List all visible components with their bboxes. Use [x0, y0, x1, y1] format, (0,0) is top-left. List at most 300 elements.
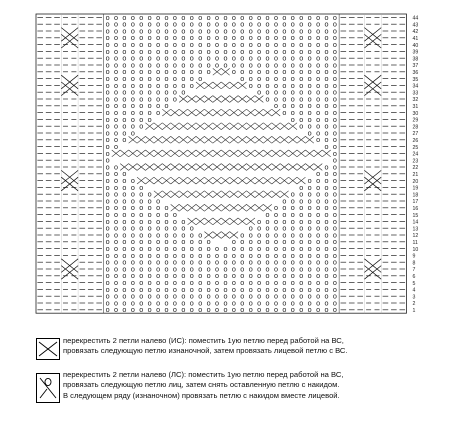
knit-stitch-o: o: [282, 60, 287, 70]
knit-stitch-o: o: [324, 80, 329, 90]
knit-stitch-o: o: [282, 80, 287, 90]
row-number-label: 40: [412, 42, 419, 49]
knit-stitch-o: o: [332, 230, 337, 240]
knit-stitch-o: o: [206, 12, 211, 22]
knit-stitch-o: o: [206, 60, 211, 70]
knit-stitch-o: o: [273, 87, 278, 97]
row-number-label: 31: [412, 104, 419, 110]
knit-stitch-o: o: [189, 46, 194, 56]
knit-stitch-o: o: [147, 189, 152, 199]
knit-stitch-o: o: [324, 12, 329, 22]
knit-stitch-o: o: [189, 80, 194, 90]
knit-stitch-o: o: [122, 196, 127, 206]
knit-stitch-o: o: [316, 271, 321, 281]
knit-stitch-o: o: [332, 135, 337, 145]
knit-stitch-o: o: [147, 203, 152, 213]
knit-stitch-o: o: [172, 33, 177, 43]
knit-stitch-o: o: [215, 33, 220, 43]
knit-stitch-o: o: [113, 12, 118, 22]
knit-stitch-o: o: [172, 210, 177, 219]
knit-stitch-o: o: [215, 291, 220, 301]
knit-stitch-o: o: [324, 46, 329, 56]
knit-stitch-o: o: [290, 230, 295, 240]
knit-stitch-o: o: [332, 169, 337, 179]
knit-stitch-o: o: [164, 244, 169, 253]
knit-stitch-o: o: [257, 19, 262, 29]
knit-stitch-o: o: [164, 250, 169, 260]
knit-stitch-o: o: [290, 67, 295, 77]
knit-stitch-o: o: [139, 189, 144, 199]
knit-stitch-o: o: [206, 40, 211, 49]
knit-stitch-o: o: [147, 278, 152, 287]
legend-item-1-line-1: перекрестить 2 петли налево (ИС): поместить 1ую петлю перед работой на ВС,: [63, 336, 344, 345]
knit-stitch-o: o: [324, 121, 329, 131]
knit-stitch-o: o: [332, 176, 337, 185]
knit-stitch-o: o: [105, 250, 110, 260]
knit-stitch-o: o: [130, 53, 135, 63]
knit-stitch-o: o: [324, 94, 329, 104]
knit-stitch-o: o: [290, 196, 295, 206]
row-number-label: 24: [412, 151, 419, 158]
knit-stitch-o: o: [156, 284, 161, 294]
knit-stitch-o: o: [257, 244, 262, 253]
knit-stitch-o: o: [105, 223, 110, 233]
knit-stitch-o: o: [181, 237, 186, 247]
knit-stitch-o: o: [172, 264, 177, 274]
knit-stitch-o: o: [147, 80, 152, 90]
knit-stitch-o: o: [223, 250, 228, 260]
knit-stitch-o: o: [307, 203, 312, 213]
knit-stitch-o: o: [156, 223, 161, 233]
knit-stitch-o: o: [282, 108, 287, 117]
knit-stitch-o: o: [223, 60, 228, 70]
knit-stitch-o: o: [122, 87, 127, 97]
cross-left-yarnover-icon: [36, 373, 60, 403]
knit-stitch-o: o: [307, 284, 312, 294]
knit-stitch-o: o: [172, 87, 177, 97]
knit-stitch-o: o: [273, 230, 278, 240]
knit-stitch-o: o: [324, 237, 329, 247]
knit-stitch-o: o: [147, 12, 152, 22]
knit-stitch-o: o: [332, 67, 337, 77]
knit-stitch-o: o: [223, 26, 228, 36]
knit-stitch-o: o: [164, 278, 169, 287]
knit-stitch-o: o: [231, 257, 236, 267]
knit-stitch-o: o: [130, 94, 135, 104]
knit-stitch-o: o: [147, 271, 152, 281]
row-number-label: 27: [412, 131, 419, 138]
knit-stitch-o: o: [181, 257, 186, 267]
knit-stitch-o: o: [248, 40, 253, 49]
knit-stitch-o: o: [257, 46, 262, 56]
knit-stitch-o: o: [290, 264, 295, 274]
knit-stitch-o: o: [248, 26, 253, 36]
knit-stitch-o: o: [324, 128, 329, 138]
knit-stitch-o: o: [181, 26, 186, 36]
knit-stitch-o: o: [324, 257, 329, 267]
knit-stitch-o: o: [290, 33, 295, 43]
knit-stitch-o: o: [206, 237, 211, 247]
knit-stitch-o: o: [231, 278, 236, 287]
knit-stitch-o: o: [257, 40, 262, 49]
knit-stitch-o: o: [307, 264, 312, 274]
knit-stitch-o: o: [130, 108, 135, 117]
knit-stitch-o: o: [113, 46, 118, 56]
knit-stitch-o: o: [316, 60, 321, 70]
knit-stitch-o: o: [105, 210, 110, 219]
row-number-label: 38: [412, 56, 419, 63]
row-number-label: 16: [412, 206, 419, 212]
knit-stitch-o: o: [122, 108, 127, 117]
knit-stitch-o: o: [181, 216, 186, 226]
knit-stitch-o: o: [147, 257, 152, 267]
row-number-label: 1: [412, 308, 416, 314]
knit-stitch-o: o: [181, 74, 186, 83]
knit-stitch-o: o: [290, 223, 295, 233]
knit-stitch-o: o: [290, 19, 295, 29]
knit-stitch-o: o: [282, 237, 287, 247]
knit-stitch-o: o: [198, 19, 203, 29]
knit-stitch-o: o: [316, 230, 321, 240]
knit-stitch-o: o: [324, 291, 329, 301]
knit-stitch-o: o: [113, 33, 118, 43]
knit-stitch-o: o: [139, 298, 144, 308]
knit-stitch-o: o: [223, 12, 228, 22]
knit-stitch-o: o: [156, 250, 161, 260]
knit-stitch-o: o: [248, 80, 253, 90]
knit-stitch-o: o: [164, 223, 169, 233]
knit-stitch-o: o: [231, 33, 236, 43]
knit-stitch-o: o: [113, 169, 118, 179]
knit-stitch-o: o: [164, 264, 169, 274]
knit-stitch-o: o: [316, 169, 321, 179]
knit-stitch-o: o: [122, 169, 127, 179]
knit-stitch-o: o: [215, 244, 220, 253]
knit-stitch-o: o: [147, 46, 152, 56]
knit-stitch-o: o: [164, 60, 169, 70]
knit-stitch-o: o: [307, 128, 312, 138]
knit-stitch-o: o: [299, 40, 304, 49]
knit-stitch-o: o: [231, 19, 236, 29]
row-number-label: 23: [412, 158, 419, 165]
knit-stitch-o: o: [113, 291, 118, 301]
knit-stitch-o: o: [257, 298, 262, 308]
knit-stitch-o: o: [198, 53, 203, 63]
knit-stitch-o: o: [172, 94, 177, 104]
knit-stitch-o: o: [223, 305, 228, 315]
knit-stitch-o: o: [181, 284, 186, 294]
row-number-label: 17: [412, 199, 419, 206]
knit-stitch-o: o: [156, 210, 161, 219]
knit-stitch-o: o: [299, 237, 304, 247]
knit-stitch-o: o: [122, 210, 127, 219]
knit-stitch-o: o: [290, 40, 295, 49]
knit-stitch-o: o: [290, 60, 295, 70]
knit-stitch-o: o: [105, 46, 110, 56]
knit-stitch-o: o: [324, 142, 329, 151]
knit-stitch-o: o: [290, 284, 295, 294]
knit-stitch-o: o: [299, 244, 304, 253]
knit-stitch-o: o: [198, 12, 203, 22]
knit-stitch-o: o: [105, 264, 110, 274]
knit-stitch-o: o: [231, 53, 236, 63]
knit-stitch-o: o: [122, 223, 127, 233]
knit-stitch-o: o: [147, 19, 152, 29]
knit-stitch-o: o: [324, 33, 329, 43]
knit-stitch-o: o: [223, 257, 228, 267]
knit-stitch-o: o: [231, 264, 236, 274]
knit-stitch-o: o: [147, 291, 152, 301]
knit-stitch-o: o: [248, 74, 253, 83]
knit-stitch-o: o: [324, 40, 329, 49]
knit-stitch-o: o: [156, 216, 161, 226]
knit-stitch-o: o: [223, 278, 228, 287]
knit-stitch-o: o: [265, 250, 270, 260]
knit-stitch-o: o: [299, 19, 304, 29]
knit-stitch-o: o: [332, 94, 337, 104]
knit-stitch-o: o: [215, 271, 220, 281]
knit-stitch-o: o: [105, 244, 110, 253]
knit-stitch-o: o: [324, 284, 329, 294]
knit-stitch-o: o: [147, 33, 152, 43]
knit-stitch-o: o: [206, 46, 211, 56]
knit-stitch-o: o: [299, 291, 304, 301]
knit-stitch-o: o: [139, 26, 144, 36]
knit-stitch-o: o: [130, 278, 135, 287]
knit-stitch-o: o: [198, 33, 203, 43]
knit-stitch-o: o: [139, 210, 144, 219]
knit-stitch-o: o: [265, 210, 270, 219]
knit-stitch-o: o: [147, 74, 152, 83]
knit-stitch-o: o: [130, 40, 135, 49]
knit-stitch-o: o: [189, 257, 194, 267]
knit-stitch-o: o: [147, 40, 152, 49]
knit-stitch-o: o: [265, 53, 270, 63]
legend-item-2-text: [63, 370, 343, 401]
knit-stitch-o: o: [299, 298, 304, 308]
knit-stitch-o: o: [332, 278, 337, 287]
knit-stitch-o: o: [130, 298, 135, 308]
knit-stitch-o: o: [324, 74, 329, 83]
knit-stitch-o: o: [240, 19, 245, 29]
knit-stitch-o: o: [307, 19, 312, 29]
knit-stitch-o: o: [324, 101, 329, 111]
knit-stitch-o: o: [248, 46, 253, 56]
knit-stitch-o: o: [198, 46, 203, 56]
knit-stitch-o: o: [265, 26, 270, 36]
row-number-label: 32: [412, 97, 419, 104]
knit-stitch-o: o: [290, 210, 295, 219]
knit-stitch-o: o: [273, 26, 278, 36]
knit-stitch-o: o: [139, 114, 144, 124]
knit-stitch-o: o: [282, 250, 287, 260]
knit-stitch-o: o: [290, 237, 295, 247]
knit-stitch-o: o: [130, 121, 135, 131]
knit-stitch-o: o: [299, 12, 304, 22]
knit-stitch-o: o: [257, 53, 262, 63]
knit-stitch-o: o: [164, 210, 169, 219]
knit-stitch-o: o: [231, 250, 236, 260]
knit-stitch-o: o: [130, 114, 135, 124]
row-number-label: 36: [412, 70, 419, 76]
knit-stitch-o: o: [113, 216, 118, 226]
knit-stitch-o: o: [290, 114, 295, 124]
knit-stitch-o: o: [206, 33, 211, 43]
knit-stitch-o: o: [198, 67, 203, 77]
knit-stitch-o: o: [299, 53, 304, 63]
knit-stitch-o: o: [147, 210, 152, 219]
knit-stitch-o: o: [324, 87, 329, 97]
knit-stitch-o: o: [265, 216, 270, 226]
knit-stitch-o: o: [282, 19, 287, 29]
knit-stitch-o: o: [299, 203, 304, 213]
knit-stitch-o: o: [248, 264, 253, 274]
knit-stitch-o: o: [240, 250, 245, 260]
knit-stitch-o: o: [248, 60, 253, 70]
knit-stitch-o: o: [105, 101, 110, 111]
knit-stitch-o: o: [164, 284, 169, 294]
knit-stitch-o: o: [316, 291, 321, 301]
knit-stitch-o: o: [189, 305, 194, 315]
knit-stitch-o: o: [164, 40, 169, 49]
knit-stitch-o: o: [105, 176, 110, 185]
knit-stitch-o: o: [324, 196, 329, 206]
knit-stitch-o: o: [332, 264, 337, 274]
knit-stitch-o: o: [122, 189, 127, 199]
knit-stitch-o: o: [189, 60, 194, 70]
row-number-labels: [412, 16, 418, 314]
knit-stitch-o: o: [122, 26, 127, 36]
knit-stitch-o: o: [113, 128, 118, 138]
knit-stitch-o: o: [164, 74, 169, 83]
knit-stitch-o: o: [164, 298, 169, 308]
knit-stitch-o: o: [290, 80, 295, 90]
knit-stitch-o: o: [206, 53, 211, 63]
knit-stitch-o: o: [139, 216, 144, 226]
knit-stitch-o: o: [307, 40, 312, 49]
knit-stitch-o: o: [282, 74, 287, 83]
knit-stitch-o: o: [265, 12, 270, 22]
knit-stitch-o: o: [257, 12, 262, 22]
knit-stitch-o: o: [282, 53, 287, 63]
knit-stitch-o: o: [130, 284, 135, 294]
knit-stitch-o: o: [122, 40, 127, 49]
knit-stitch-o: o: [332, 128, 337, 138]
knit-stitch-o: o: [215, 19, 220, 29]
knit-stitch-o: o: [282, 33, 287, 43]
row-number-label: 26: [412, 138, 419, 144]
knit-stitch-o: o: [273, 67, 278, 77]
knit-stitch-o: o: [206, 284, 211, 294]
knit-stitch-o: o: [105, 216, 110, 226]
cross-right-icon: [36, 338, 60, 360]
knit-stitch-o: o: [282, 12, 287, 22]
knit-stitch-o: o: [206, 250, 211, 260]
knit-stitch-o: o: [105, 148, 110, 158]
knit-stitch-o: o: [156, 298, 161, 308]
knit-stitch-o: o: [130, 291, 135, 301]
knit-stitch-o: o: [282, 67, 287, 77]
knit-stitch-o: o: [290, 203, 295, 213]
knit-stitch-o: o: [324, 210, 329, 219]
knit-stitch-o: o: [290, 305, 295, 315]
knit-stitch-o: o: [105, 230, 110, 240]
knit-stitch-o: o: [147, 250, 152, 260]
knit-stitch-o: o: [105, 257, 110, 267]
knit-stitch-o: o: [282, 291, 287, 301]
knit-stitch-o: o: [290, 216, 295, 226]
knit-stitch-o: o: [265, 244, 270, 253]
knit-stitch-o: o: [181, 271, 186, 281]
knit-stitch-o: o: [240, 12, 245, 22]
knit-stitch-o: o: [316, 87, 321, 97]
knit-stitch-o: o: [198, 291, 203, 301]
row-number-label: 37: [412, 63, 419, 70]
knit-stitch-o: o: [105, 33, 110, 43]
knit-stitch-o: o: [307, 257, 312, 267]
knit-stitch-o: o: [282, 216, 287, 226]
knit-stitch-o: o: [324, 19, 329, 29]
knit-stitch-o: o: [332, 148, 337, 158]
knit-stitch-o: o: [147, 230, 152, 240]
knit-stitch-o: o: [113, 135, 118, 145]
knit-stitch-o: o: [147, 244, 152, 253]
knit-stitch-o: o: [206, 271, 211, 281]
knit-stitch-o: o: [316, 121, 321, 131]
knit-stitch-o: o: [156, 237, 161, 247]
knit-stitch-o: o: [181, 46, 186, 56]
knit-stitch-o: o: [113, 203, 118, 213]
knit-stitch-o: o: [332, 189, 337, 199]
knit-stitch-o: o: [113, 284, 118, 294]
knit-stitch-o: o: [164, 94, 169, 104]
knit-stitch-o: o: [299, 67, 304, 77]
knit-stitch-o: o: [316, 114, 321, 124]
knit-stitch-o: o: [273, 46, 278, 56]
knit-stitch-o: o: [316, 264, 321, 274]
knit-stitch-o: o: [240, 40, 245, 49]
knit-stitch-o: o: [332, 19, 337, 29]
knit-stitch-o: o: [172, 19, 177, 29]
knit-stitch-o: o: [147, 237, 152, 247]
knit-stitch-o: o: [105, 26, 110, 36]
knit-stitch-o: o: [164, 46, 169, 56]
knit-stitch-o: o: [332, 155, 337, 165]
knit-stitch-o: o: [282, 284, 287, 294]
knit-stitch-o: o: [240, 60, 245, 70]
knit-stitch-o: o: [290, 271, 295, 281]
knit-stitch-o: o: [147, 67, 152, 77]
knit-stitch-o: o: [147, 108, 152, 117]
knit-stitch-o: o: [265, 223, 270, 233]
knit-stitch-o: o: [316, 298, 321, 308]
row-number-label: 41: [412, 36, 419, 42]
knit-stitch-o: o: [156, 278, 161, 287]
knit-stitch-o: o: [332, 33, 337, 43]
legend-item-1-text: [63, 336, 348, 357]
knit-stitch-o: o: [257, 271, 262, 281]
knit-stitch-o: o: [240, 278, 245, 287]
knit-stitch-o: o: [316, 182, 321, 192]
knit-stitch-o: o: [299, 94, 304, 104]
knit-stitch-o: o: [299, 216, 304, 226]
row-number-label: 34: [412, 83, 419, 90]
knit-stitch-o: o: [240, 33, 245, 43]
knit-stitch-o: o: [307, 101, 312, 111]
knit-stitch-o: o: [299, 196, 304, 206]
knit-stitch-o: o: [240, 237, 245, 247]
knit-stitch-o: o: [332, 80, 337, 90]
